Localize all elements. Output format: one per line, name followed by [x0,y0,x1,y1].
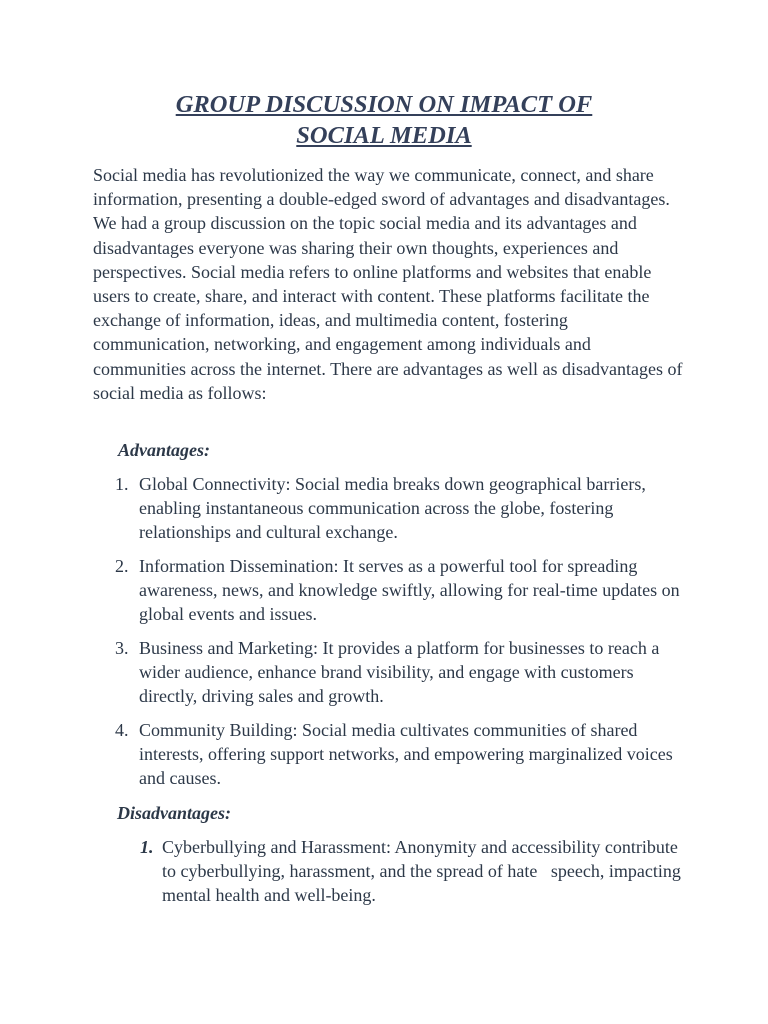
advantage-text: Business and Marketing: It provides a platform for businesses to reach a wider audience, enhance brand visibility, and engage with customers directly, driving sales and growth. [139,638,660,707]
list-number: 1. [115,474,129,494]
advantage-item-3 [115,636,684,709]
title-line-2: SOCIAL MEDIA [296,122,472,149]
disadvantages-heading: Disadvantages: [117,803,231,823]
list-number: 1. [140,837,154,857]
advantage-item-4 [115,718,684,791]
advantage-text: Community Building: Social media cultivates communities of shared interests, offering support networks, and empowering marginalized voices and causes. [139,720,673,789]
advantage-item-1 [115,472,684,545]
list-number: 2. [115,556,129,576]
list-number: 3. [115,638,129,658]
document-title [100,89,668,151]
advantage-text: Global Connectivity: Social media breaks down geographical barriers, enabling instantaneous communication across the globe, fostering relationships and cultural exchange. [139,474,646,543]
advantage-text: Information Dissemination: It serves as a powerful tool for spreading awareness, news, and knowledge swiftly, allowing for real-time updates on global events and issues. [139,556,680,625]
advantage-item-2 [115,554,684,627]
advantages-heading: Advantages: [118,440,210,460]
intro-paragraph: Social media has revolutionized the way we communicate, connect, and share information, presenting a double-edged sword of advantages and disadvantages. We had a group discussion on the topic social media and its advantages and disadvantages everyone was sharing their own thoughts, experiences and perspectives. Social media refers to online platforms and websites that enable users to create, share, and interact with content. These platforms facilitate the exchange of information, ideas, and multimedia content, fostering communication, networking, and engagement among individuals and communities across the internet. There are advantages as well as disadvantages of social media as follows: [93,165,683,403]
title-line-1: GROUP DISCUSSION ON IMPACT OF [175,91,593,118]
disadvantage-item-1 [140,835,686,908]
list-number: 4. [115,720,129,740]
disadvantage-text: Cyberbullying and Harassment: Anonymity and accessibility contribute to cyberbullying, harassment, and the spread of hate speech, impacting mental health and well-being. [162,837,686,906]
